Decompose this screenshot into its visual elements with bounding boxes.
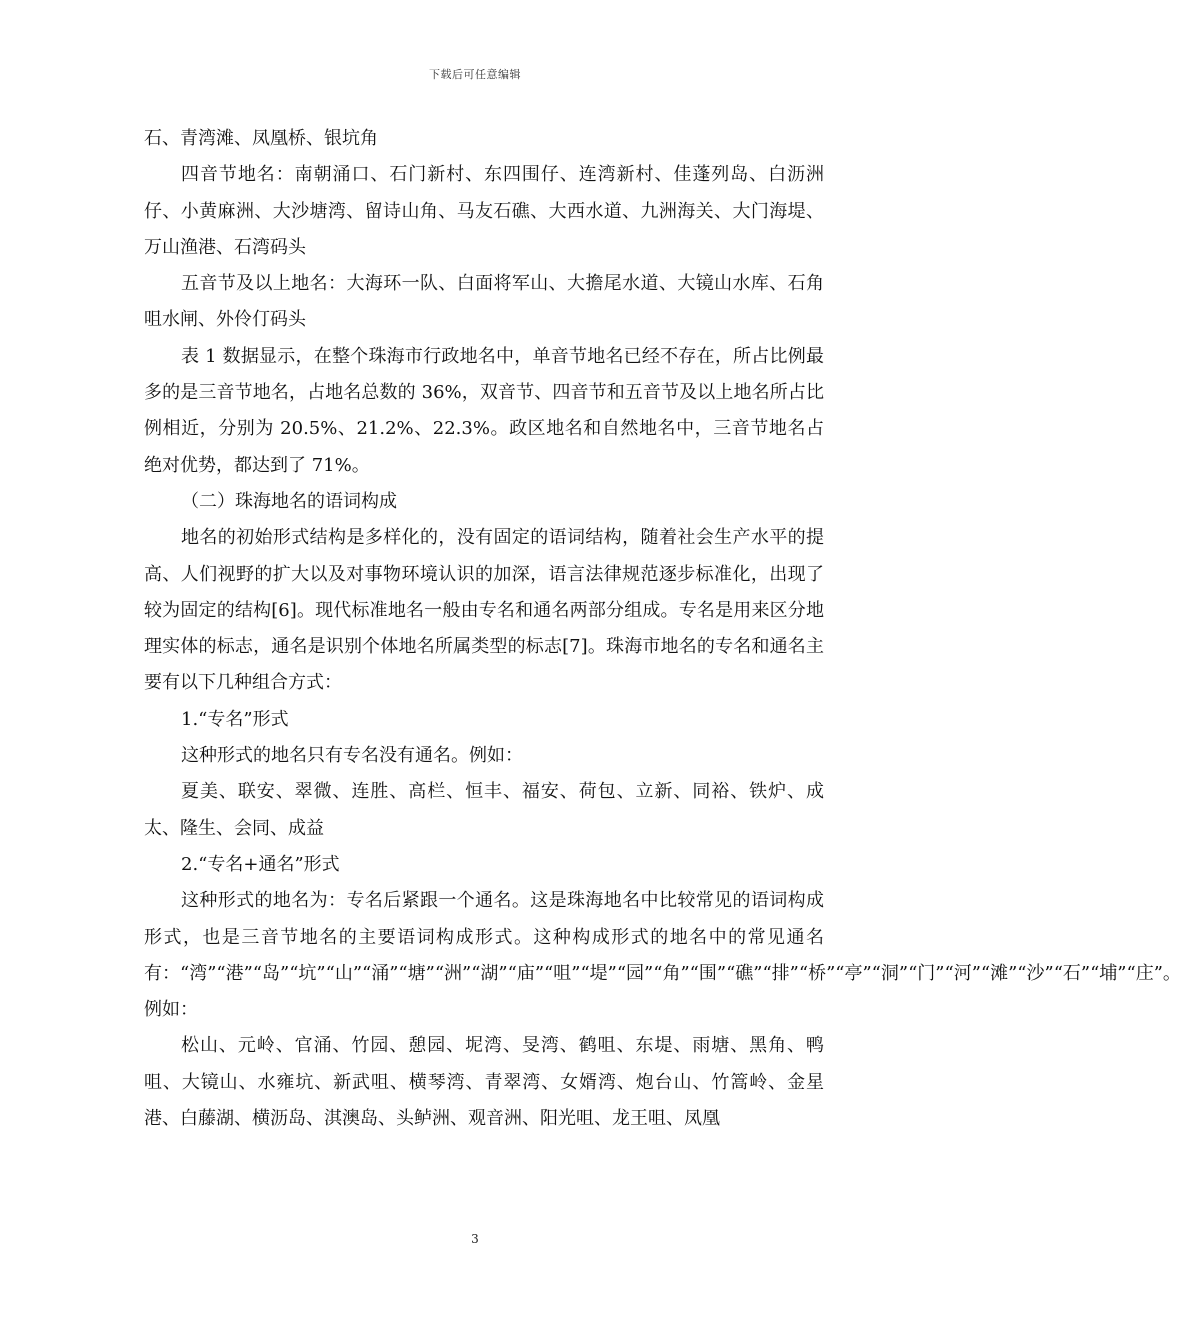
document-body: [144, 121, 1181, 1137]
subheading-proper-plus-generic-form: 2.“专名+通名”形式: [181, 853, 340, 875]
paragraph-structure-intro: 地名的初始形式结构是多样化的，没有固定的语词结构，随着社会生产水平的提高、人们视野的扩大以及对事物环境认识的加深，语言法律规范逐步标准化，出现了较为固定的结构[6]。现代标准地名一般由专名和通名两部分组成。专名是用来区分地理实体的标志，通名是识别个体地名所属类型的标志[7]。珠海市地名的专名和通名主要有以下几种组合方式：: [144, 527, 824, 694]
page-number: 3: [471, 1232, 479, 1246]
paragraph-table-summary: 表 1 数据显示，在整个珠海市行政地名中，单音节地名已经不存在，所占比例最多的是三音节地名，占地名总数的 36%，双音节、四音节和五音节及以上地名所占比例相近，分别为 20.5%、21.2%、22.3%。政区地名和自然地名中，三音节地名占绝对优势，都达到了 71%。: [144, 345, 824, 476]
paragraph-proper-name-desc: 这种形式的地名只有专名没有通名。例如：: [181, 745, 523, 767]
page-header: 下载后可任意编辑: [429, 68, 521, 81]
paragraph-proper-plus-generic-desc: 这种形式的地名为：专名后紧跟一个通名。这是珠海地名中比较常见的语词构成形式，也是三音节地名的主要语词构成形式。这种构成形式的地名中的常见通名有：“湾”“港”“岛”“坑”“山”“涌”“塘”“洲”“湖”“庙”“咀”“堤”“园”“角”“围”“礁”“排”“桥”“亭”“洞”“门”“河”“滩”“沙”“石”“埔”“庄”。例如：: [144, 890, 1181, 1021]
subheading-proper-name-form: 1.“专名”形式: [181, 708, 289, 730]
paragraph-proper-name-examples: 夏美、联安、翠微、连胜、高栏、恒丰、福安、荷包、立新、同裕、铁炉、成太、隆生、会同、成益: [144, 781, 824, 839]
section-heading: （二）珠海地名的语词构成: [181, 490, 397, 512]
paragraph-continuation: 石、青湾滩、凤凰桥、银坑角: [144, 128, 378, 149]
paragraph-five-syllable: 五音节及以上地名：大海环一队、白面将军山、大擔尾水道、大镜山水库、石角咀水闸、外伶仃码头: [144, 273, 824, 331]
paragraph-proper-plus-generic-examples: 松山、元岭、官涌、竹园、憩园、坭湾、旻湾、鹤咀、东堤、雨塘、黑角、鸭咀、大镜山、水雍坑、新武咀、横琴湾、青翠湾、女婿湾、炮台山、竹篙岭、金星港、白藤湖、横沥岛、淇澳岛、头鲈洲、观音洲、阳光咀、龙王咀、凤凰: [144, 1035, 824, 1130]
paragraph-four-syllable: 四音节地名：南朝涌口、石门新村、东四围仔、连湾新村、佳蓬列岛、白沥洲仔、小黄麻洲、大沙塘湾、留诗山角、马友石礁、大西水道、九洲海关、大门海堤、万山渔港、石湾码头: [144, 164, 824, 258]
